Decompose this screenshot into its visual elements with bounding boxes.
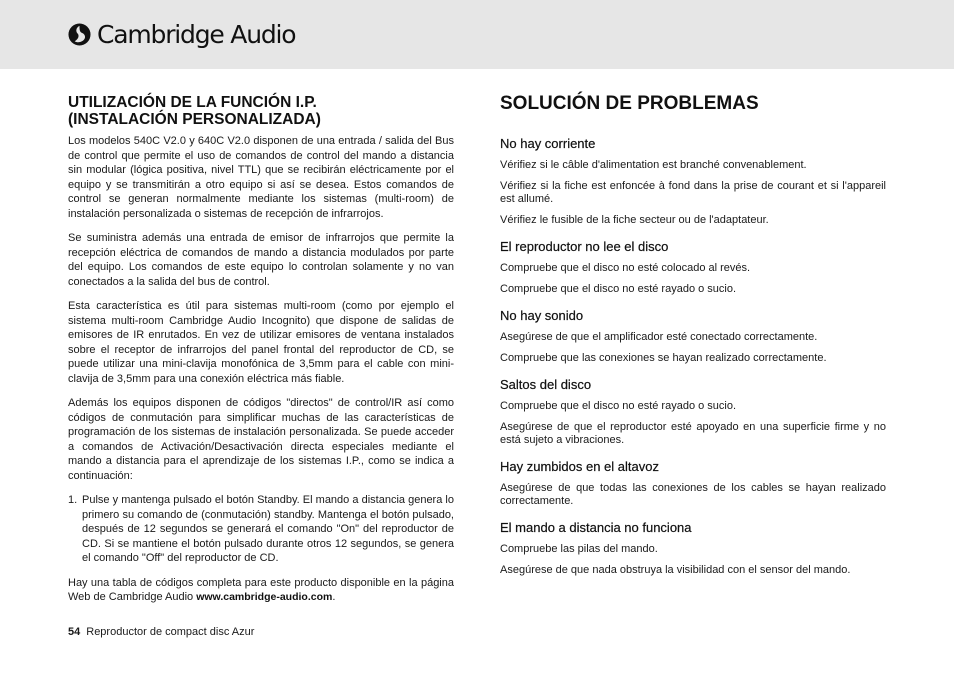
section-title: No hay sonido — [500, 308, 584, 323]
section-item: Asegúrese de que el amplificador esté conectado correctamente. — [500, 331, 818, 343]
page-number: 54 — [68, 626, 81, 638]
section-item: Asegúrese de que nada obstruya la visibilidad con el sensor del mando. — [500, 564, 851, 576]
section-item: Compruebe que las conexiones se hayan realizado correctamente. — [500, 352, 827, 364]
ip-steps-list — [68, 493, 454, 566]
troubleshooting-section — [500, 308, 886, 365]
ip-paragraph: Además los equipos disponen de códigos "directos" de control/IR así como códigos de conmutación para simplificar muchas de las características de programación de los sistemas de instalación personalizada. Se puede acceder a comandos de Activación/Desactivación directa especiales mediante el mando a distancia para el aprendizaje de los sistemas I.P., como se indica a continuación: — [68, 397, 454, 482]
ip-heading-line-2: (INSTALACIÓN PERSONALIZADA) — [68, 111, 321, 128]
ip-heading-line-1: UTILIZACIÓN DE LA FUNCIÓN I.P. — [68, 94, 317, 111]
cambridge-audio-link[interactable]: www.cambridge-audio.com — [196, 591, 333, 603]
page-footer — [68, 625, 254, 639]
section-title: Saltos del disco — [500, 377, 592, 392]
right-column — [500, 94, 886, 589]
troubleshooting-heading: SOLUCIÓN DE PROBLEMAS — [500, 93, 759, 114]
section-title: Hay zumbidos en el altavoz — [500, 459, 659, 474]
ip-paragraph: Se suministra además una entrada de emisor de infrarrojos que permite la recepción eléctrica de comandos de mando a distancia modulados por parte del equipo. Los comandos de este equipo lo controlan solamente y no van conectados a la salida del bus de control. — [68, 232, 454, 288]
section-item: Compruebe que el disco no esté rayado o sucio. — [500, 400, 737, 412]
section-item: Asegúrese de que el reproductor esté apoyado en una superficie firme y no está sujeto a vibraciones. — [500, 421, 886, 446]
list-item-text: Pulse y mantenga pulsado el botón Standby. El mando a distancia genera lo primero su comando de (conmutación) standby. Mantenga el botón pulsado, después de 12 segundos se generará el comando "On" del reproductor de CD. Si se mantiene el botón pulsado durante otros 12 segundos, se genera el comando "Off" del reproductor de CD. — [82, 494, 454, 564]
closing-end: . — [332, 591, 336, 603]
ip-paragraph: Esta característica es útil para sistemas multi-room (como por ejemplo el sistema multi-room Cambridge Audio Incognito) que dispone de salidas de emisores de IR enrutados. En vez de utilizar emisores de ventana instalados sobre el receptor de infrarrojos del panel frontal del reproductor de CD, se puede utilizar una mini-clavija monofónica de 3,5mm para el cable con mini-clavija de 3,5mm para una conexión eléctrica más fiable. — [68, 300, 454, 385]
list-item — [68, 493, 454, 566]
section-item: Vérifiez si la fiche est enfoncée à fond dans la prise de courant et si l'appareil est allumé. — [500, 180, 886, 205]
closing-text: Hay una tabla de códigos completa para este producto disponible en la página Web de Cambridge Audio — [68, 576, 454, 603]
section-item: Vérifiez si le câble d'alimentation est branché convenablement. — [500, 159, 807, 171]
troubleshooting-section — [500, 459, 886, 508]
ip-section-heading — [68, 94, 454, 128]
section-item: Compruebe que el disco no esté rayado o sucio. — [500, 283, 737, 295]
footer-caption: Reproductor de compact disc Azur — [86, 626, 255, 638]
header-band — [0, 0, 954, 69]
troubleshooting-section — [500, 136, 886, 227]
troubleshooting-section — [500, 239, 886, 296]
section-title: No hay corriente — [500, 136, 596, 151]
left-column — [68, 94, 454, 615]
section-item: Compruebe las pilas del mando. — [500, 543, 658, 555]
troubleshooting-sections — [500, 136, 886, 577]
section-item: Asegúrese de que todas las conexiones de los cables se hayan realizado correctamente. — [500, 482, 886, 507]
section-item: Compruebe que el disco no esté colocado al revés. — [500, 262, 751, 274]
section-item: Vérifiez le fusible de la fiche secteur ou de l'adaptateur. — [500, 214, 769, 226]
troubleshooting-section — [500, 377, 886, 447]
brand-logo-icon — [68, 23, 91, 46]
section-title: El mando a distancia no funciona — [500, 520, 692, 535]
section-title: El reproductor no lee el disco — [500, 239, 669, 254]
brand-name: Cambridge Audio — [97, 20, 296, 49]
list-item-number: 1. — [68, 494, 78, 506]
ip-paragraph: Los modelos 540C V2.0 y 640C V2.0 disponen de una entrada / salida del Bus de control que permite el uso de comandos de control del mando a distancia sin modular (lógica positiva, nivel TTL) que se recibirán eléctricamente por el equipo y se transmitirán a otro equipo si así se desea. Estos comandos de control se generan normalmente mediante los sistemas (multi-room) de instalación personalizada o sistemas de recepción de infrarrojos. — [68, 135, 454, 220]
brand-logo — [68, 22, 295, 47]
ip-closing-paragraph — [68, 576, 454, 605]
troubleshooting-section — [500, 520, 886, 577]
